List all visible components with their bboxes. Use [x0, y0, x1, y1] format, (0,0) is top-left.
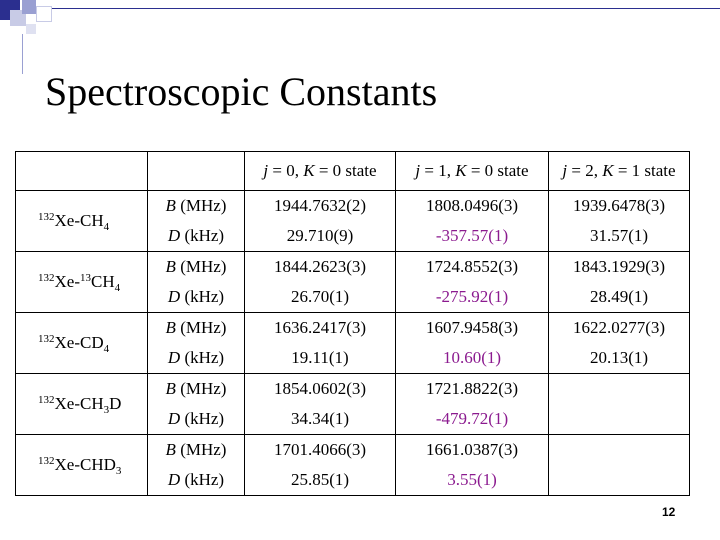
header-state-3: j = 2, K = 1 state [549, 152, 690, 191]
value-b [549, 374, 690, 405]
molecule-label: $^{132}Xe-CHD_3$ [16, 435, 148, 496]
value-b: 1622.0277(3) [549, 313, 690, 344]
value-d: 25.85(1) [245, 465, 396, 496]
param-d-label: D (kHz) [148, 221, 245, 252]
decor-rule [22, 34, 23, 74]
value-d: 10.60(1) [396, 343, 549, 374]
header-rule [52, 8, 720, 9]
value-d: 26.70(1) [245, 282, 396, 313]
table-row [16, 374, 690, 405]
value-b: 1607.9458(3) [396, 313, 549, 344]
header-blank [148, 152, 245, 191]
molecule-label: $^{132}Xe-CH_3D$ [16, 374, 148, 435]
value-b: 1636.2417(3) [245, 313, 396, 344]
value-b: 1843.1929(3) [549, 252, 690, 283]
param-b-label: B (MHz) [148, 435, 245, 466]
header-blank [16, 152, 148, 191]
value-b: 1724.8552(3) [396, 252, 549, 283]
table-row [16, 435, 690, 466]
param-d-label: D (kHz) [148, 465, 245, 496]
value-b: 1721.8822(3) [396, 374, 549, 405]
slide-title: Spectroscopic Constants [45, 69, 438, 114]
value-b: 1701.4066(3) [245, 435, 396, 466]
value-d [549, 465, 690, 496]
param-d-label: D (kHz) [148, 282, 245, 313]
header-state-1: j = 0, K = 0 state [245, 152, 396, 191]
value-b: 1939.6478(3) [549, 191, 690, 222]
param-b-label: B (MHz) [148, 252, 245, 283]
page-number: 12 [662, 505, 676, 519]
constants-table [15, 151, 690, 496]
decor-square [22, 0, 36, 14]
value-d: 31.57(1) [549, 221, 690, 252]
table-row [16, 252, 690, 283]
value-d: 34.34(1) [245, 404, 396, 435]
value-d: 19.11(1) [245, 343, 396, 374]
value-b [549, 435, 690, 466]
decor-square [26, 24, 36, 34]
param-b-label: B (MHz) [148, 191, 245, 222]
value-d: -479.72(1) [396, 404, 549, 435]
value-b: 1844.2623(3) [245, 252, 396, 283]
table-header-row [16, 152, 690, 191]
param-d-label: D (kHz) [148, 343, 245, 374]
param-d-label: D (kHz) [148, 404, 245, 435]
value-b: 1661.0387(3) [396, 435, 549, 466]
value-d [549, 404, 690, 435]
value-b: 1808.0496(3) [396, 191, 549, 222]
value-b: 1944.7632(2) [245, 191, 396, 222]
param-b-label: B (MHz) [148, 374, 245, 405]
value-d: -357.57(1) [396, 221, 549, 252]
decor-square [36, 6, 52, 22]
value-d: 3.55(1) [396, 465, 549, 496]
value-d: -275.92(1) [396, 282, 549, 313]
table-row [16, 191, 690, 222]
molecule-label: $^{132}Xe-CH_4$ [16, 191, 148, 252]
param-b-label: B (MHz) [148, 313, 245, 344]
value-d: 28.49(1) [549, 282, 690, 313]
value-d: 29.710(9) [245, 221, 396, 252]
header-state-2: j = 1, K = 0 state [396, 152, 549, 191]
molecule-label: $^{132}Xe-^{13}CH_4$ [16, 252, 148, 313]
value-b: 1854.0602(3) [245, 374, 396, 405]
value-d: 20.13(1) [549, 343, 690, 374]
molecule-label: $^{132}Xe-CD_4$ [16, 313, 148, 374]
table-row [16, 313, 690, 344]
